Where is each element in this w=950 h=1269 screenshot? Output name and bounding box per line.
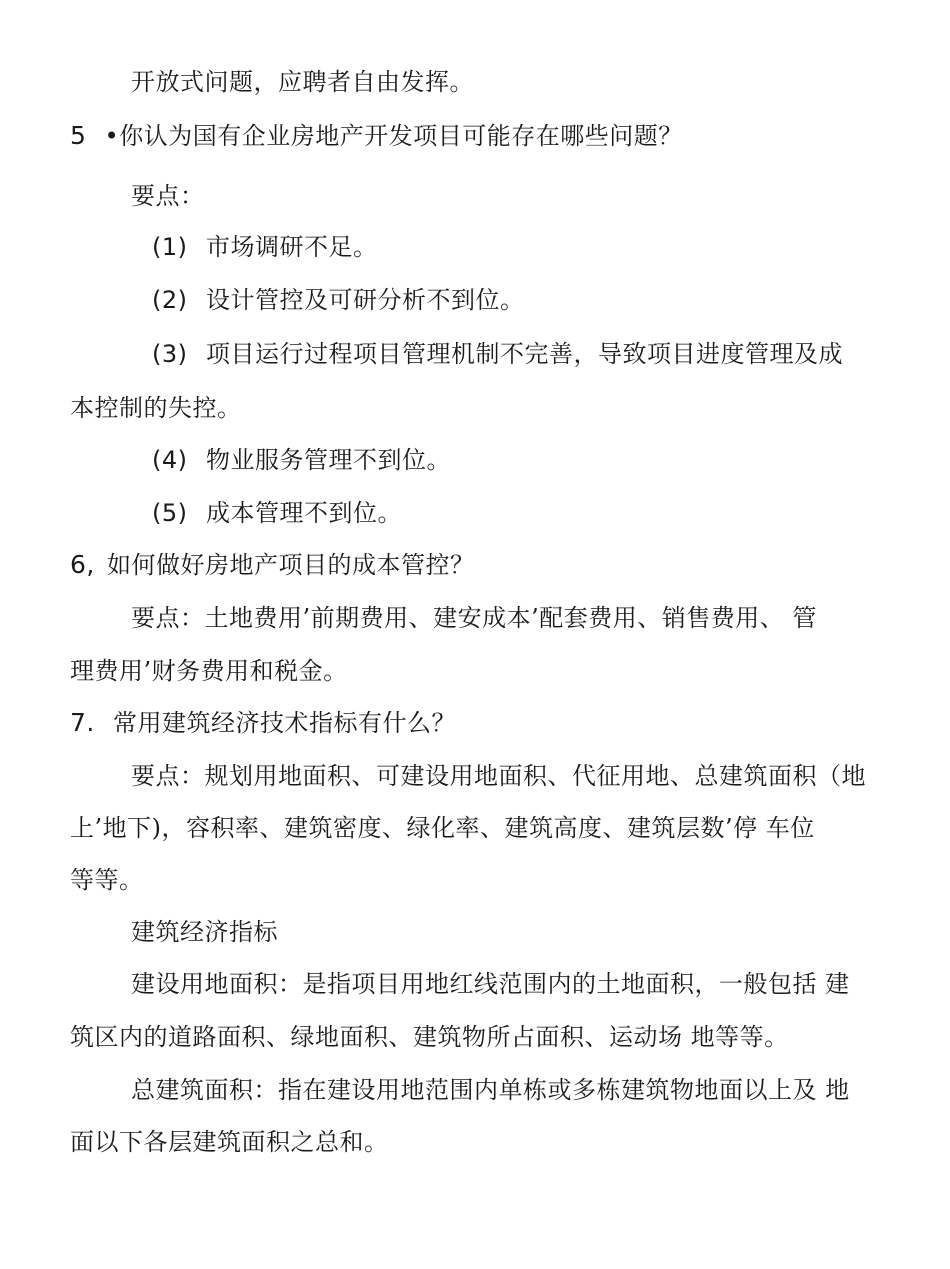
definition-2-line-2: 面以下各层建筑面积之总和。 bbox=[70, 1128, 389, 1156]
question-7-number: 7. bbox=[70, 708, 95, 737]
question-5-item-3-continuation: 本控制的失控。 bbox=[70, 394, 242, 422]
definition-1-line-1: 建设用地面积：是指项目用地红线范围内的土地面积，一般包括 建 bbox=[131, 970, 850, 998]
item-3-text: 项目运行过程项目管理机制不完善，导致项目进度管理及成 bbox=[206, 340, 843, 368]
open-question-line: 开放式问题，应聘者自由发挥。 bbox=[131, 68, 474, 96]
question-5-item-1 bbox=[152, 231, 378, 263]
question-5-number: 5 bbox=[70, 121, 87, 150]
question-7-answer-line-1: 要点：规划用地面积、可建设用地面积、代征用地、总建筑面积（地 bbox=[131, 762, 866, 790]
question-5-item-4 bbox=[152, 444, 451, 476]
question-7-answer-line-2: 上’地下)，容积率、建筑密度、绿化率、建筑高度、建筑层数’停 车位 bbox=[70, 814, 815, 842]
item-2-number: (2) bbox=[152, 286, 188, 314]
section-title: 建筑经济指标 bbox=[131, 918, 278, 946]
item-1-text: 市场调研不足。 bbox=[206, 233, 378, 261]
question-6 bbox=[70, 549, 475, 581]
question-5-text: •你认为国有企业房地产开发项目可能存在哪些问题？ bbox=[104, 122, 683, 150]
question-5 bbox=[70, 120, 683, 152]
definition-1-line-2: 筑区内的道路面积、绿地面积、建筑物所占面积、运动场 地等等。 bbox=[70, 1023, 789, 1051]
definition-2-line-1: 总建筑面积：指在建设用地范围内单栋或多栋建筑物地面以上及 地 bbox=[131, 1076, 850, 1104]
item-4-number: (4) bbox=[152, 446, 188, 474]
item-5-number: (5) bbox=[152, 499, 188, 527]
item-2-text: 设计管控及可研分析不到位。 bbox=[206, 286, 525, 314]
item-5-text: 成本管理不到位。 bbox=[206, 499, 402, 527]
question-5-item-3 bbox=[152, 338, 843, 370]
question-6-answer-line-1: 要点：土地费用’前期费用、建安成本’配套费用、销售费用、 管 bbox=[131, 604, 817, 632]
question-5-item-5 bbox=[152, 497, 402, 529]
item-4-text: 物业服务管理不到位。 bbox=[206, 446, 451, 474]
question-6-number: 6, bbox=[70, 550, 95, 579]
question-7-answer-line-3: 等等。 bbox=[70, 866, 144, 894]
question-6-text: 如何做好房地产项目的成本管控？ bbox=[107, 551, 475, 579]
question-5-item-2 bbox=[152, 284, 525, 316]
question-7 bbox=[70, 707, 456, 739]
item-3-number: (3) bbox=[152, 340, 188, 368]
question-5-points-label: 要点： bbox=[131, 182, 205, 210]
question-6-answer-line-2: 理费用’财务费用和税金。 bbox=[70, 657, 348, 685]
question-7-text: 常用建筑经济技术指标有什么？ bbox=[113, 709, 456, 737]
item-1-number: (1) bbox=[152, 233, 188, 261]
